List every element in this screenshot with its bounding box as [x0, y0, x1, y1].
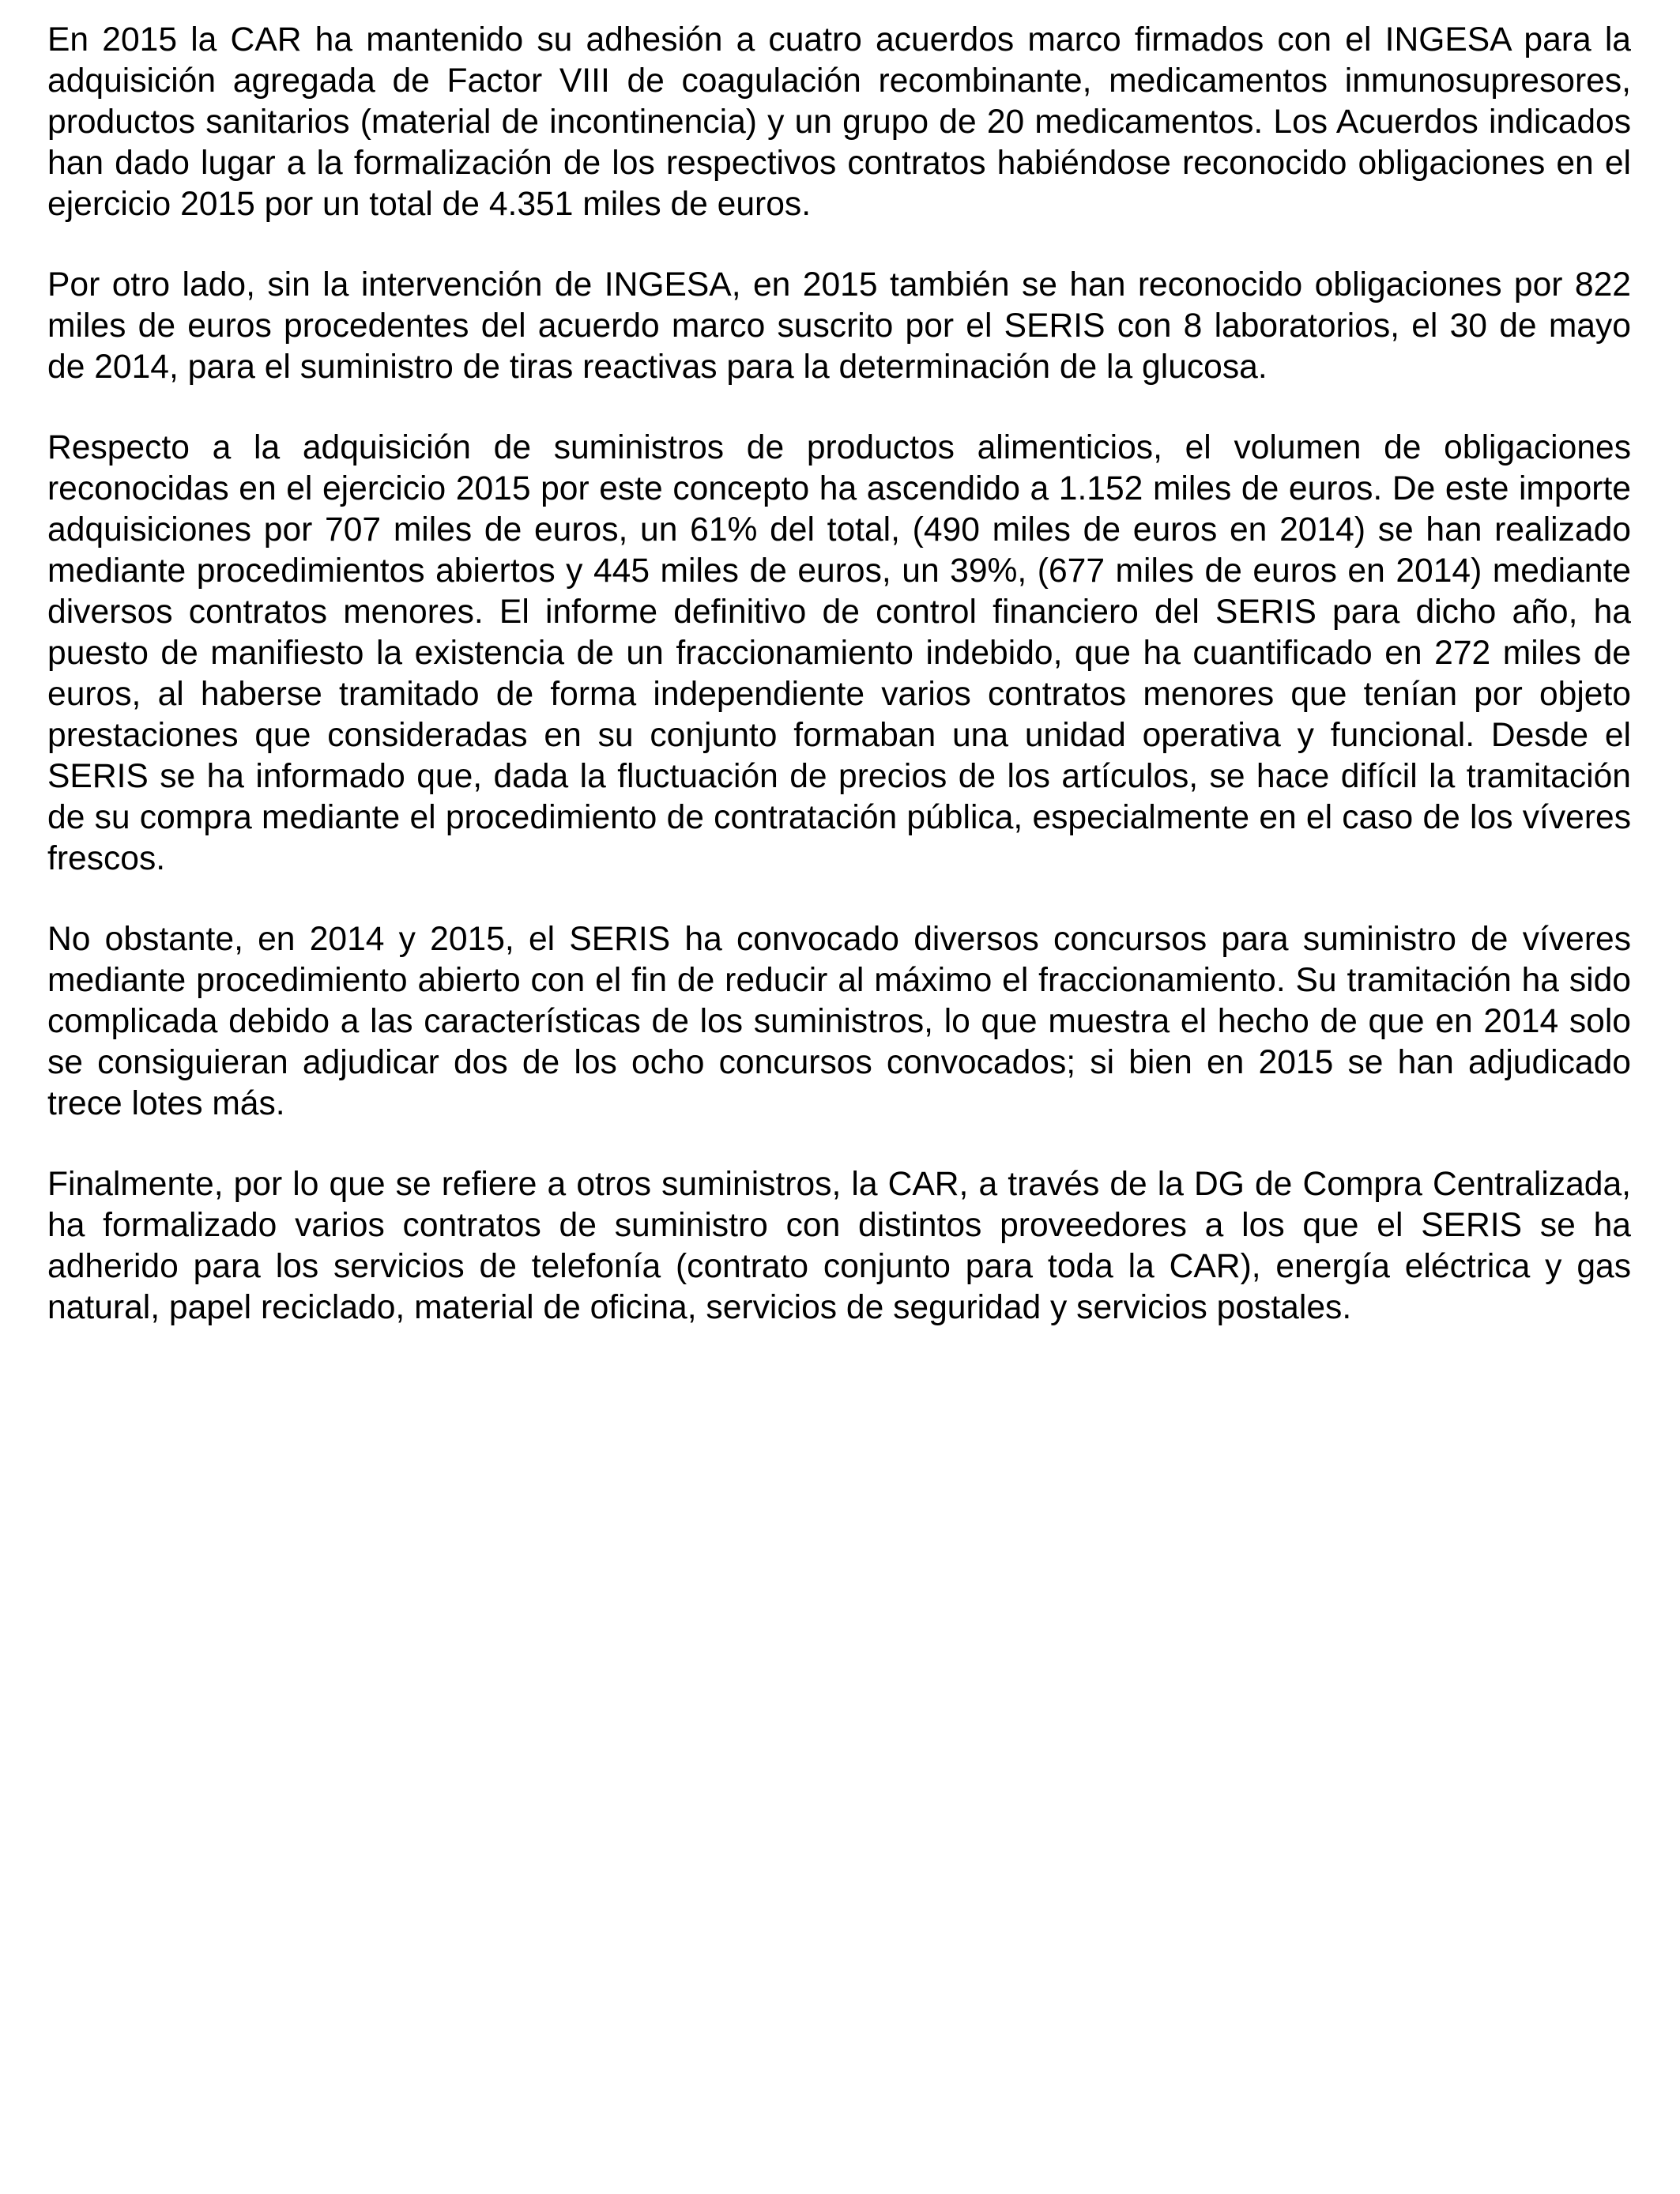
paragraph-reactive-strips: Por otro lado, sin la intervención de INGESA, en 2015 también se han reconocido obligaciones por 822 miles de euros procedentes del acuerdo marco suscrito por el SERIS con 8 laboratorios, el 30 de mayo de 2014, para el suministro de tiras reactivas para la determinación de la glucosa.	[47, 266, 1631, 386]
document-page	[47, 19, 1631, 1367]
paragraph-centralized-purchasing: Finalmente, por lo que se refiere a otros suministros, la CAR, a través de la DG de Compra Centralizada, ha formalizado varios contratos de suministro con distintos proveedores a los que el SERIS se ha adherido para los servicios de telefonía (contrato conjunto para toda la CAR), energía eléctrica y gas natural, papel reciclado, material de oficina, servicios de seguridad y servicios postales.	[47, 1165, 1631, 1326]
paragraph-open-tenders: No obstante, en 2014 y 2015, el SERIS ha convocado diversos concursos para suministro de víveres mediante procedimiento abierto con el fin de reducir al máximo el fraccionamiento. Su tramitación ha sido complicada debido a las características de los suministros, lo que muestra el hecho de que en 2014 solo se consiguieran adjudicar dos de los ocho concursos convocados; si bien en 2015 se han adjudicado trece lotes más.	[47, 920, 1631, 1122]
paragraph-ingesa-framework-agreements: En 2015 la CAR ha mantenido su adhesión a cuatro acuerdos marco firmados con el INGESA para la adquisición agregada de Factor VIII de coagulación recombinante, medicamentos inmunosupresores, productos sanitarios (material de incontinencia) y un grupo de 20 medicamentos. Los Acuerdos indicados han dado lugar a la formalización de los respectivos contratos habiéndose reconocido obligaciones en el ejercicio 2015 por un total de 4.351 miles de euros.	[47, 21, 1631, 223]
paragraph-food-supplies: Respecto a la adquisición de suministros de productos alimenticios, el volumen de obligaciones reconocidas en el ejercicio 2015 por este concepto ha ascendido a 1.152 miles de euros. De este importe adquisiciones por 707 miles de euros, un 61% del total, (490 miles de euros en 2014) se han realizado mediante procedimientos abiertos y 445 miles de euros, un 39%, (677 miles de euros en 2014) mediante diversos contratos menores. El informe definitivo de control financiero del SERIS para dicho año, ha puesto de manifiesto la existencia de un fraccionamiento indebido, que ha cuantificado en 272 miles de euros, al haberse tramitado de forma independiente varios contratos menores que tenían por objeto prestaciones que consideradas en su conjunto formaban una unidad operativa y funcional. Desde el SERIS se ha informado que, dada la fluctuación de precios de los artículos, se hace difícil la tramitación de su compra mediante el procedimiento de contratación pública, especialmente en el caso de los víveres frescos.	[47, 428, 1631, 877]
